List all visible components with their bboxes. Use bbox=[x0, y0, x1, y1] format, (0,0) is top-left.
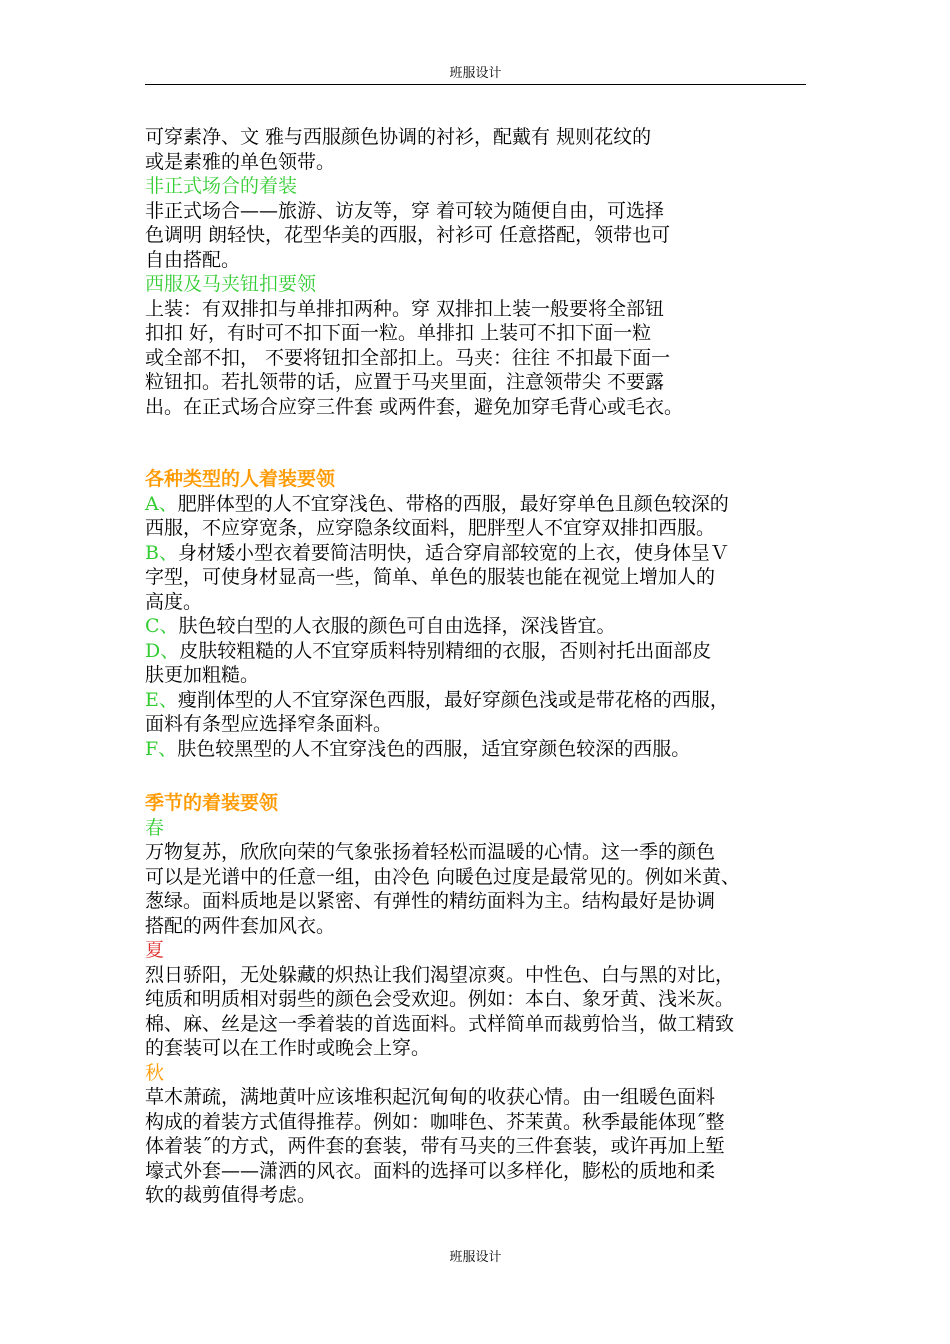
list-item bbox=[145, 541, 810, 615]
text-line: 扣扣 好，有时可不扣下面一粒。单排扣 上装可不扣下面一粒 bbox=[145, 322, 652, 344]
text-line: 棉、麻、丝是这一季着装的首选面料。式样简单而裁剪恰当，做工精致 bbox=[145, 1012, 735, 1035]
informal-paragraph bbox=[145, 199, 810, 273]
text-line: 草木萧疏，满地黄叶应该堆积起沉甸甸的收获心情。由一组暖色面料 bbox=[145, 1086, 716, 1108]
text-line: 粒钮扣。若扎领带的话，应置于马夹里面，注意领带尖 不要露 bbox=[145, 371, 665, 393]
season-label-summer: 夏 bbox=[145, 939, 165, 961]
text-line: 或是素雅的单色领带。 bbox=[145, 150, 336, 173]
text-line: 高度。 bbox=[145, 590, 203, 613]
item-marker: D、 bbox=[145, 639, 180, 662]
list-item bbox=[145, 614, 810, 639]
summer-paragraph bbox=[145, 963, 810, 1061]
text-line: 可穿素净、文 雅与西服颜色协调的衬衫，配戴有 规则花纹的 bbox=[145, 126, 652, 148]
spring-paragraph bbox=[145, 840, 810, 938]
text-line: 色调明 朗轻快，花型华美的西服，衬衫可 任意搭配，领带也可 bbox=[145, 224, 671, 246]
list-item bbox=[145, 492, 810, 541]
text-line: 软的裁剪值得考虑。 bbox=[145, 1184, 317, 1206]
text-line: 身材矮小型衣着要简洁明快，适合穿肩部较宽的上衣，使身体呈Ｖ bbox=[177, 541, 729, 564]
text-line: 或全部不扣， 不要将钮扣全部扣上。马夹：往往 不扣最下面一 bbox=[145, 346, 671, 369]
text-line: 非正式场合——旅游、访友等，穿 着可较为随便自由，可选择 bbox=[145, 199, 665, 222]
list-item bbox=[145, 737, 810, 762]
text-line: 肤更加粗糙。 bbox=[145, 664, 260, 686]
text-line: 的套装可以在工作时或晚会上穿。 bbox=[145, 1037, 431, 1059]
season-label-spring: 春 bbox=[145, 816, 165, 839]
text-line: 可以是光谱中的任意一组，由冷色 向暖色过度是最常见的。例如米黄、 bbox=[145, 865, 741, 888]
item-marker: E、 bbox=[145, 688, 178, 711]
text-line: 出。在正式场合应穿三件套 或两件套，避免加穿毛背心或毛衣。 bbox=[145, 395, 684, 418]
section-heading-body-types: 各种类型的人着装要领 bbox=[145, 468, 336, 490]
autumn-paragraph bbox=[145, 1085, 810, 1208]
buttons-paragraph bbox=[145, 297, 810, 420]
text-line: 壕式外套——潇洒的风衣。面料的选择可以多样化，膨松的质地和柔 bbox=[145, 1159, 716, 1182]
item-marker: B、 bbox=[145, 541, 178, 564]
text-line: 自由搭配。 bbox=[145, 248, 241, 271]
section-heading-informal: 非正式场合的着装 bbox=[145, 175, 298, 197]
text-line: 葱绿。面料质地是以紧密、有弹性的精纺面料为主。结构最好是协调 bbox=[145, 890, 716, 912]
text-line: 上装：有双排扣与单排扣两种。穿 双排扣上装一般要将全部钮 bbox=[145, 297, 665, 320]
text-line: 面料有条型应选择窄条面料。 bbox=[145, 713, 393, 735]
text-line: 字型，可使身材显高一些，简单、单色的服装也能在视觉上增加人的 bbox=[145, 566, 716, 588]
section-heading-seasons: 季节的着装要领 bbox=[145, 792, 279, 814]
body-types-list bbox=[145, 492, 810, 762]
text-line: 纯质和明质相对弱些的颜色会受欢迎。例如：本白、象牙黄、浅米灰。 bbox=[145, 988, 735, 1010]
page-header: 班服设计 bbox=[145, 64, 806, 85]
text-line: 体着装˝的方式，两件套的套装，带有马夹的三件套装，或许再加上堑 bbox=[145, 1135, 725, 1157]
text-line: 肥胖体型的人不宜穿浅色、带格的西服，最好穿单色且颜色较深的 bbox=[177, 492, 729, 515]
text-line: 肤色较白型的人衣服的颜色可自由选择，深浅皆宜。 bbox=[178, 615, 616, 637]
intro-paragraph bbox=[145, 125, 810, 174]
item-marker: F、 bbox=[145, 737, 178, 760]
section-heading-buttons: 西服及马夹钮扣要领 bbox=[145, 273, 317, 295]
text-line: 烈日骄阳，无处躲藏的炽热让我们渴望凉爽。中性色、白与黑的对比， bbox=[145, 963, 735, 986]
text-line: 万物复苏，欣欣向荣的气象张扬着轻松而温暖的心情。这一季的颜色 bbox=[145, 841, 716, 863]
text-line: 皮肤较粗糙的人不宜穿质料特别精细的衣服，否则衬托出面部皮 bbox=[179, 639, 712, 662]
document-body bbox=[145, 125, 810, 1208]
item-marker: C、 bbox=[145, 615, 179, 637]
list-item bbox=[145, 639, 810, 688]
item-marker: A、 bbox=[145, 492, 178, 515]
text-line: 西服，不应穿宽条，应穿隐条纹面料，肥胖型人不宜穿双排扣西服。 bbox=[145, 517, 716, 539]
text-line: 搭配的两件套加风衣。 bbox=[145, 914, 336, 937]
text-line: 构成的着装方式值得推荐。例如：咖啡色、芥茉黄。秋季最能体现˝整 bbox=[145, 1110, 725, 1133]
page-footer: 班服设计 bbox=[449, 1250, 502, 1265]
text-line: 瘦削体型的人不宜穿深色西服，最好穿颜色浅或是带花格的西服， bbox=[177, 688, 729, 711]
text-line: 肤色较黑型的人不宜穿浅色的西服，适宜穿颜色较深的西服。 bbox=[177, 737, 691, 760]
season-label-autumn: 秋 bbox=[145, 1061, 165, 1084]
list-item bbox=[145, 688, 810, 737]
